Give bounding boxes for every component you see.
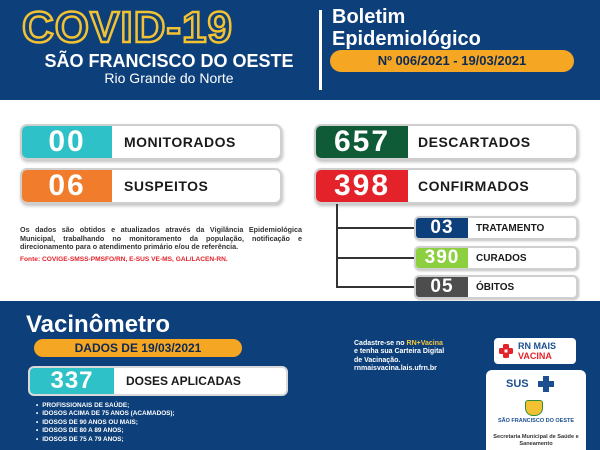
- tratamento-value: 03: [416, 218, 468, 238]
- header-divider: [319, 10, 322, 90]
- register-line3: de Vacinação.: [354, 356, 401, 364]
- register-line2: e tenha sua Carteira Digital: [354, 348, 445, 356]
- monitorados-card: [20, 124, 282, 160]
- suspeitos-value: 06: [22, 170, 112, 202]
- city-title: SÃO FRANCISCO DO OESTE: [44, 51, 294, 71]
- tratamento-label: TRATAMENTO: [476, 222, 545, 234]
- register-prefix: Cadastre-se no: [354, 340, 407, 347]
- curados-card: [414, 246, 578, 270]
- list-item: • IDOSOS ACIMA DE 75 ANOS (ACAMADOS);: [36, 410, 306, 418]
- list-item: • IDOSOS DE 75 A 79 ANOS;: [36, 436, 306, 444]
- tree-connector-treatment: [336, 227, 414, 229]
- monitorados-label: MONITORADOS: [124, 134, 236, 150]
- doses-value: 337: [30, 368, 114, 394]
- vaccine-title: Vacinômetro: [26, 311, 171, 338]
- register-url[interactable]: rnmaisvacina.lais.ufrn.br: [354, 365, 437, 373]
- rn-logo-line1: RN MAIS: [518, 341, 556, 351]
- doses-card: [28, 366, 288, 396]
- obitos-label: ÓBITOS: [476, 281, 515, 293]
- tree-connector-cured: [336, 257, 414, 259]
- confirmados-value: 398: [316, 170, 408, 202]
- data-source: Fonte: COVIGE-SMSS-PMSFO/RN, E-SUS VE-MS, GAL/LACEN-RN.: [20, 256, 228, 263]
- vaccine-date-badge: DADOS DE 19/03/2021: [34, 339, 242, 357]
- list-item: • PROFISSIONAIS DE SAÚDE;: [36, 402, 306, 410]
- data-notice: Os dados são obtidos e atualizados através da Vigilância Epidemiológica Municipal, trabalhando no monitoramento da população, notificação e direcionamento para o atendimento primário e/ou de referência.: [20, 225, 302, 252]
- bulletin-title: [332, 6, 592, 50]
- rn-mais-vacina-logo: [494, 338, 576, 364]
- obitos-card: [414, 275, 578, 299]
- municipal-seal-icon: [525, 400, 543, 416]
- bulletin-line2: Epidemiológico: [332, 28, 481, 50]
- rn-cross-icon: [498, 343, 514, 359]
- state-title: Rio Grande do Norte: [104, 70, 234, 86]
- list-item: • IDOSOS DE 90 ANOS OU MAIS;: [36, 419, 306, 427]
- register-text: [354, 340, 484, 374]
- suspeitos-label: SUSPEITOS: [124, 178, 209, 194]
- register-highlight: RN+Vacina: [406, 340, 443, 347]
- descartados-card: [314, 124, 578, 160]
- confirmados-label: CONFIRMADOS: [418, 178, 530, 194]
- suspeitos-card: [20, 168, 282, 204]
- sus-cross-icon: [538, 376, 554, 392]
- bulletin-number-badge: Nº 006/2021 - 19/03/2021: [330, 50, 574, 72]
- rn-logo-line2: VACINA: [518, 351, 552, 361]
- bulletin-line1: Boletim: [332, 6, 406, 28]
- doses-label: DOSES APLICADAS: [126, 374, 241, 388]
- seal-city-name: SÃO FRANCISCO DO OESTE: [497, 418, 575, 424]
- descartados-value: 657: [316, 126, 408, 158]
- tratamento-card: [414, 216, 578, 240]
- footer-logo-panel: [486, 370, 586, 450]
- sus-logo-text: SUS: [506, 378, 529, 390]
- descartados-label: DESCARTADOS: [418, 134, 531, 150]
- obitos-value: 05: [416, 277, 468, 297]
- confirmados-card: [314, 168, 578, 204]
- monitorados-value: 00: [22, 126, 112, 158]
- tree-connector-deaths: [336, 286, 414, 288]
- covid-title: COVID-19: [22, 3, 233, 52]
- curados-value: 390: [416, 248, 468, 268]
- list-item: • IDOSOS DE 80 A 89 ANOS;: [36, 427, 306, 435]
- secretariat-name: Secretaria Municipal de Saúde e Saneamento: [493, 434, 579, 447]
- tree-connector-vertical: [336, 204, 338, 288]
- curados-label: CURADOS: [476, 252, 527, 264]
- priority-groups-list: [36, 402, 306, 444]
